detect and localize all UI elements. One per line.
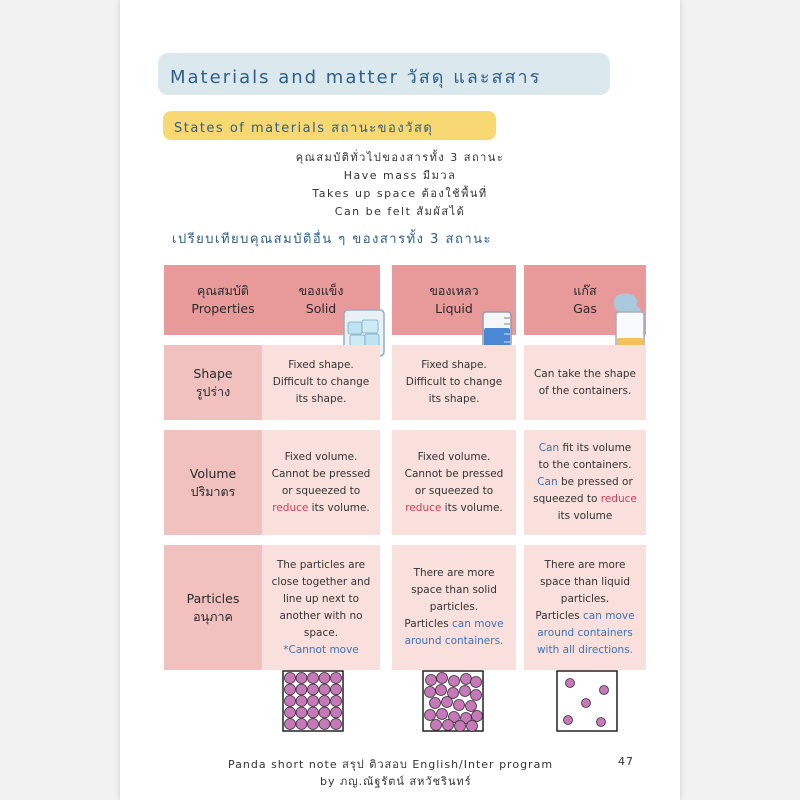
shape-label-th: รูปร่าง [195,383,231,399]
text-line: or squeezed to [281,484,361,497]
text-line: particles. [560,592,610,605]
particle [308,719,319,730]
text-fragment: fit its volume [559,442,632,454]
particle [296,719,307,730]
text-line: particles. [429,601,479,613]
text-fragment: Particles [535,609,584,622]
footer-author: by ภญ.ณัฐรัตน์ สหวัชรินทร์ [320,775,472,788]
particle [425,710,436,721]
particle [296,696,307,707]
highlight-red: reduce [600,493,637,505]
text-line: Fixed volume. [417,450,491,463]
particle [454,700,465,711]
particle [460,686,471,697]
text-line [535,608,634,625]
highlight-blue: can move [452,618,504,630]
particles-label-th: อนุภาค [193,608,233,624]
text-fragment: be pressed or [557,476,633,488]
text-line: Fixed shape. [421,359,487,371]
particle [430,698,441,709]
particle [431,720,442,731]
particle [308,696,319,707]
highlight-blue: *Cannot move [283,643,359,656]
particle [582,699,591,708]
text-fragment: its volume. [441,501,503,514]
volume-solid-cell [262,430,380,535]
text-line: space. [303,626,339,639]
text-line: or squeezed to [414,484,494,497]
intro-line-1: คุณสมบัติทั่วไปของสารทั้ง 3 สถานะ [295,151,505,164]
header-solid-en: Solid [305,301,337,316]
particle [425,687,436,698]
liquid-particles-diagram [422,670,484,732]
text-line: its shape. [428,393,480,405]
volume-liquid-cell [392,430,516,535]
particle [296,684,307,695]
highlight-blue: around containers [537,626,633,639]
particle [472,711,483,722]
particle [471,677,482,688]
particle [564,716,573,725]
footer-credit: Panda short note สรุป ติวสอบ English/Inter program [228,758,554,771]
particle [566,679,575,688]
particle [319,719,330,730]
text-line: Fixed shape. [288,359,354,371]
text-line [537,474,633,491]
text-fragment: Particles [404,618,453,630]
intro-line-4: Can be felt สัมผัสได้ [334,205,466,218]
text-line: Difficult to change [405,376,503,388]
text-line: close together and [271,575,371,588]
text-line [272,500,370,517]
particle [331,696,342,707]
particle [319,684,330,695]
page-number: 47 [618,755,634,768]
row-label-volume [164,430,262,535]
particle [471,690,482,701]
highlight-blue: Can [538,442,560,454]
solid-particles-diagram [282,670,344,732]
row-label-shape [164,345,262,420]
text-fragment: squeezed to [533,493,601,505]
particle [436,685,447,696]
highlight-red: reduce [272,501,309,514]
particle [285,719,296,730]
header-solid-thai: ของแข็ง [298,283,344,298]
particle [442,697,453,708]
header-liquid-en: Liquid [435,301,473,316]
text-line: its shape. [295,393,347,405]
page-title: Materials and matter วัสดุ และสสาร [170,67,542,88]
particle [437,709,448,720]
particle [308,684,319,695]
text-line: The particles are [276,558,366,571]
shape-solid-cell [262,345,380,420]
text-line: space than liquid [539,575,631,588]
text-fragment: its volume. [308,501,370,514]
highlight-red: reduce [405,501,442,514]
text-line: to the containers. [538,459,632,471]
particle [466,701,477,712]
text-line: its volume [557,510,613,522]
shape-label-en: Shape [193,365,233,381]
header-properties-en: Properties [191,301,255,316]
particles-label-en: Particles [186,590,240,606]
text-line: Difficult to change [272,376,370,388]
row-label-particles [164,545,262,670]
particle [296,673,307,684]
volume-gas-cell [524,430,646,535]
text-line: another with no [279,609,363,622]
text-line: Cannot be pressed [271,467,371,480]
particle [285,707,296,718]
particle [437,673,448,684]
header-liquid-thai: ของเหลว [429,283,479,298]
particle [331,707,342,718]
text-line [533,491,637,508]
particle [331,684,342,695]
volume-label-en: Volume [189,465,237,481]
particle [461,674,472,685]
particle [467,721,478,732]
particle [331,673,342,684]
particle [285,696,296,707]
text-line: space than solid [411,584,497,596]
particle [443,720,454,731]
text-line: line up next to [282,592,360,605]
particles-liquid-cell [392,545,516,670]
text-line: of the containers. [538,384,632,397]
particles-gas-cell [524,545,646,670]
particle [319,673,330,684]
text-line: There are more [544,558,626,571]
text-line [404,616,503,633]
text-line: Fixed volume. [284,450,358,463]
particle [308,707,319,718]
text-line: There are more [413,567,495,579]
section-subtitle: States of materials สถานะของวัสดุ [174,121,434,136]
text-line [405,500,503,517]
particle [296,707,307,718]
header-properties-thai: คุณสมบัติ [197,283,249,298]
highlight-blue: with all directions. [536,643,634,656]
header-gas-en: Gas [573,301,597,316]
particle [426,675,437,686]
intro-line-2: Have mass มีมวล [343,169,457,182]
highlight-blue: around containers. [404,635,504,647]
gas-particles-diagram [556,670,618,732]
particle [331,719,342,730]
shape-gas-cell [524,345,646,420]
text-line: Cannot be pressed [404,467,504,480]
volume-label-th: ปริมาตร [190,483,236,499]
particle [285,684,296,695]
shape-liquid-cell [392,345,516,420]
particle [449,676,460,687]
highlight-blue: Can [537,476,558,488]
text-line: Can take the shape [533,367,637,380]
particle [455,721,466,732]
intro-line-3: Takes up space ต้องใช้พื้นที่ [312,187,488,200]
particle [285,673,296,684]
particles-solid-cell [262,545,380,670]
particle [597,718,606,727]
document-page [120,0,680,800]
highlight-blue: can move [583,609,635,622]
particle [319,707,330,718]
particle [600,686,609,695]
text-line [539,440,632,457]
particle [319,696,330,707]
particle [308,673,319,684]
compare-heading: เปรียบเทียบคุณสมบัติอื่น ๆ ของสารทั้ง 3 สถานะ [172,232,493,247]
header-gas-thai: แก๊ส [573,283,597,298]
